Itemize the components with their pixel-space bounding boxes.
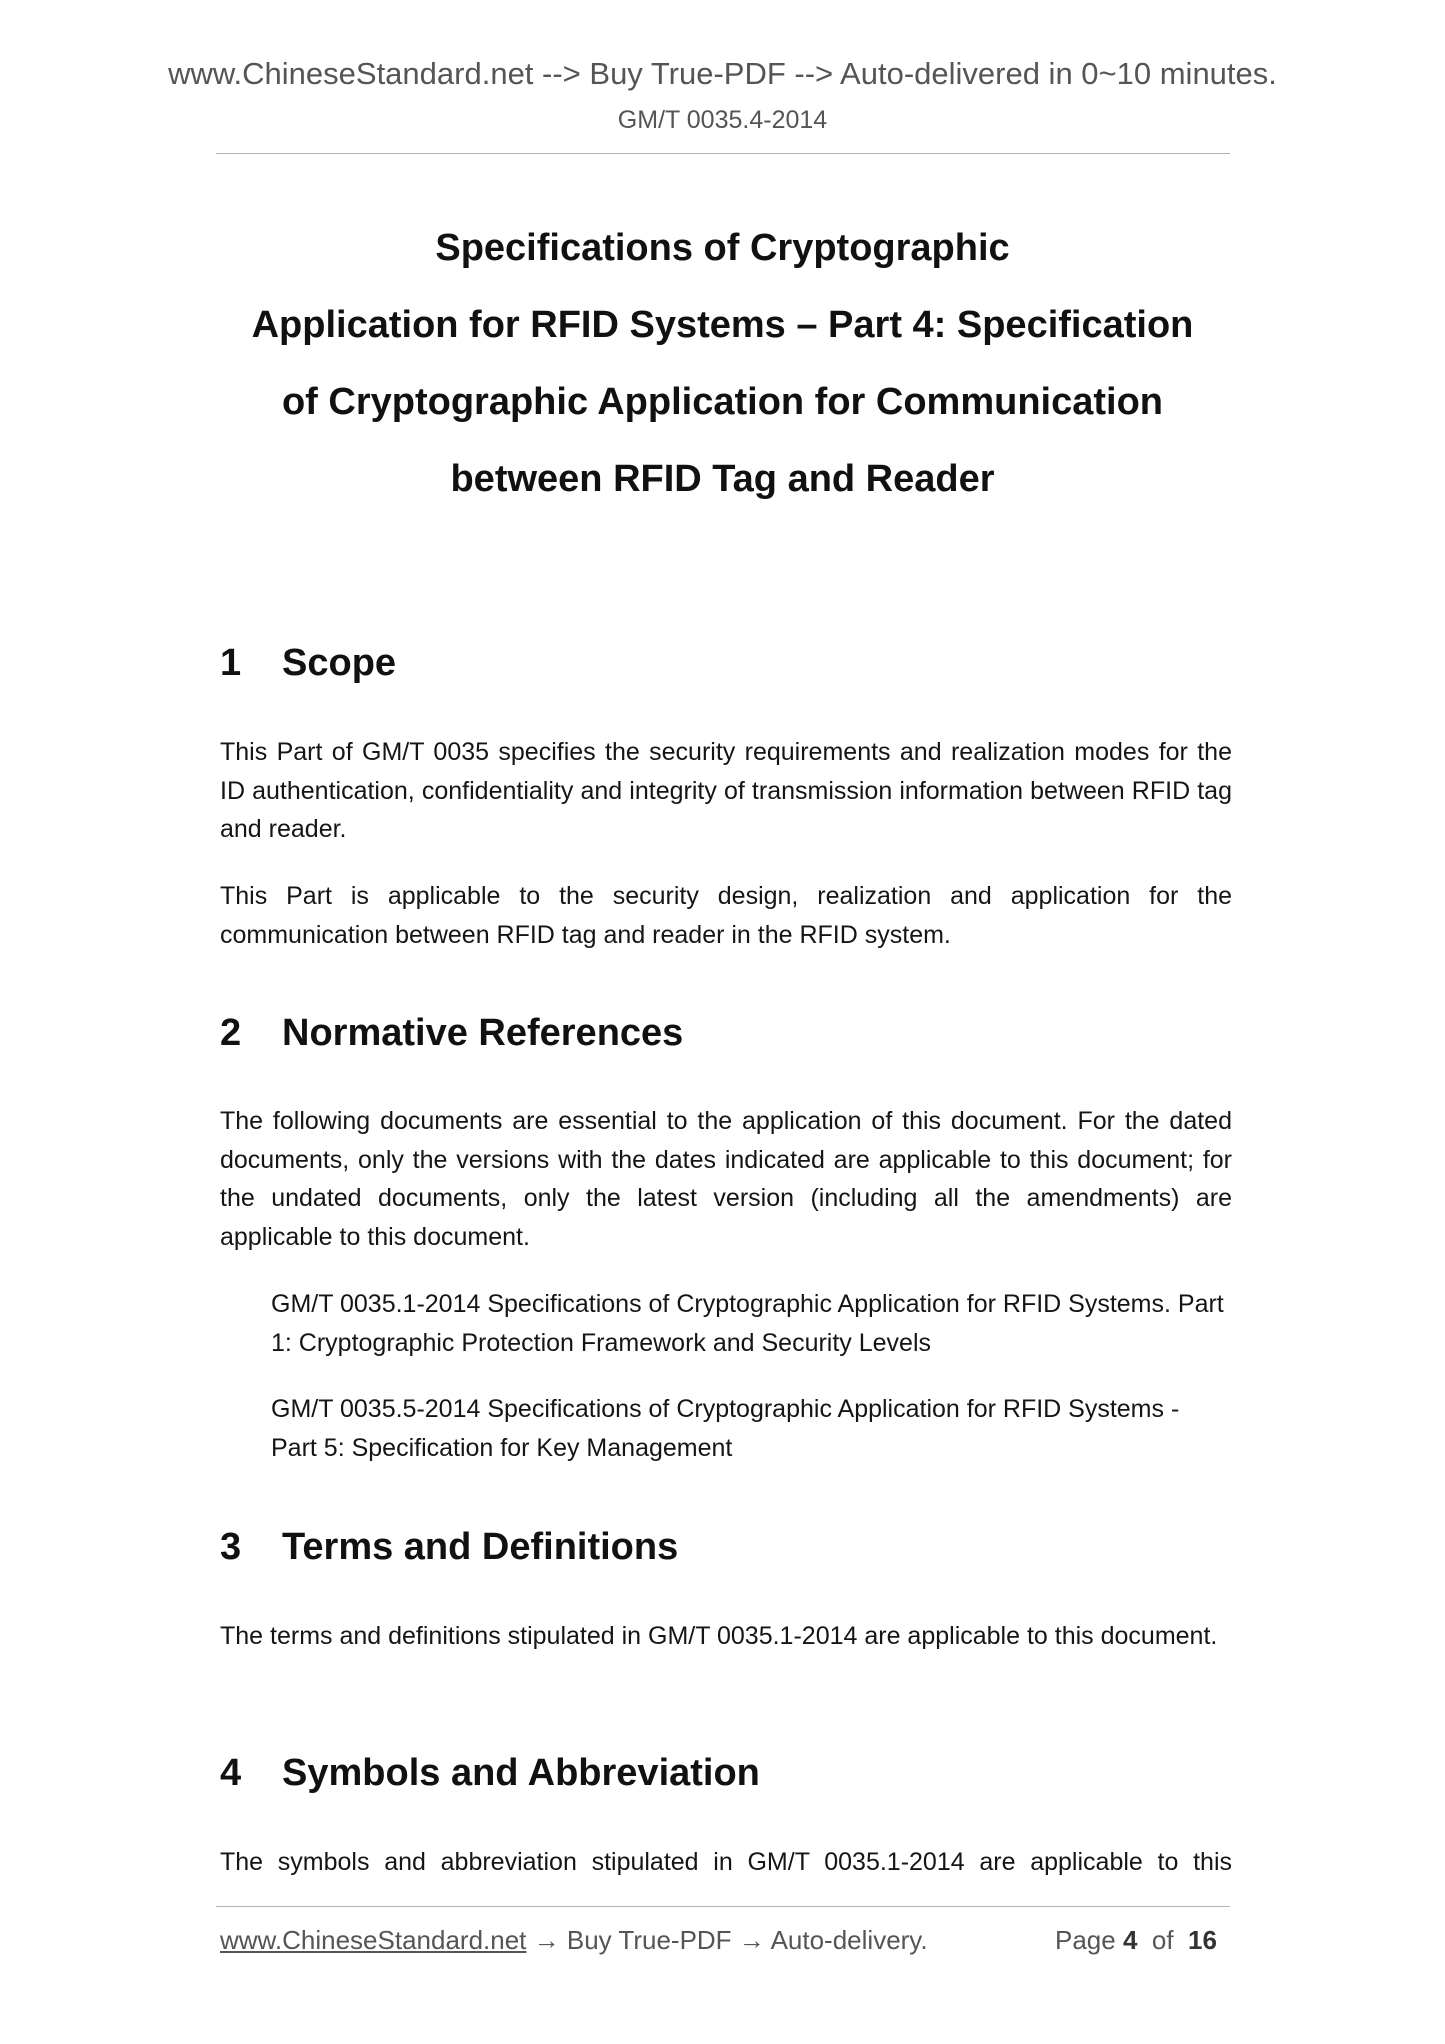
section-number: 4 [220, 1752, 242, 1794]
document-title [0, 210, 1445, 518]
section-heading-symbols-abbreviation [220, 1754, 760, 1792]
section-number: 1 [220, 642, 242, 684]
title-line: Application for RFID Systems – Part 4: Specification [251, 304, 1194, 346]
paragraph: The following documents are essential to the application of this document. For the dated documents, only the versions with the dates indicated are applicable to this document; for the undated documents, only the latest version (including all the amendments) are applicable to this document. [220, 1107, 1232, 1251]
section-title: Symbols and Abbreviation [282, 1752, 760, 1794]
title-line: between RFID Tag and Reader [450, 458, 995, 500]
section-heading-normative-references [220, 1014, 683, 1052]
site-banner: www.ChineseStandard.net --> Buy True-PDF --> Auto-delivered in 0~10 minutes. [168, 56, 1277, 91]
document-code: GM/T 0035.4-2014 [617, 106, 828, 134]
page-label: Page [1055, 1925, 1116, 1955]
reference-item: GM/T 0035.5-2014 Specifications of Cryptographic Application for RFID Systems - Part 5: Specification for Key Management [271, 1395, 1180, 1462]
page-indicator [1055, 1925, 1217, 1956]
paragraph: The terms and definitions stipulated in GM/T 0035.1-2014 are applicable to this document. [220, 1622, 1218, 1650]
section-title: Normative References [282, 1012, 684, 1054]
total-pages: 16 [1188, 1925, 1217, 1955]
section-title: Terms and Definitions [282, 1526, 679, 1568]
section-number: 3 [220, 1526, 242, 1568]
paragraph: This Part is applicable to the security design, realization and application for the communication between RFID tag and reader in the RFID system. [220, 882, 1232, 949]
footer-site-link[interactable]: www.ChineseStandard.net [220, 1925, 527, 1955]
title-line: of Cryptographic Application for Communication [281, 381, 1164, 423]
footer-tagline: → Buy True-PDF → Auto-delivery. [526, 1925, 928, 1955]
title-line: Specifications of Cryptographic [435, 227, 1010, 269]
section-number: 2 [220, 1012, 242, 1054]
of-label: of [1151, 1925, 1174, 1955]
paragraph: This Part of GM/T 0035 specifies the security requirements and realization modes for the ID authentication, confidentiality and integrity of transmission information between RFID tag and reader. [220, 738, 1232, 843]
reference-item: GM/T 0035.1-2014 Specifications of Cryptographic Application for RFID Systems. Part 1: Cryptographic Protection Framework and Security Levels [271, 1290, 1224, 1357]
paragraph: The symbols and abbreviation stipulated in GM/T 0035.1-2014 are applicable to this [220, 1848, 1232, 1876]
section-heading-scope [220, 644, 396, 682]
section-heading-terms-definitions [220, 1528, 678, 1566]
footer-promo [220, 1925, 928, 1956]
page-number: 4 [1122, 1925, 1138, 1955]
footer-divider [216, 1906, 1230, 1907]
header-divider [216, 153, 1230, 154]
section-title: Scope [282, 642, 397, 684]
